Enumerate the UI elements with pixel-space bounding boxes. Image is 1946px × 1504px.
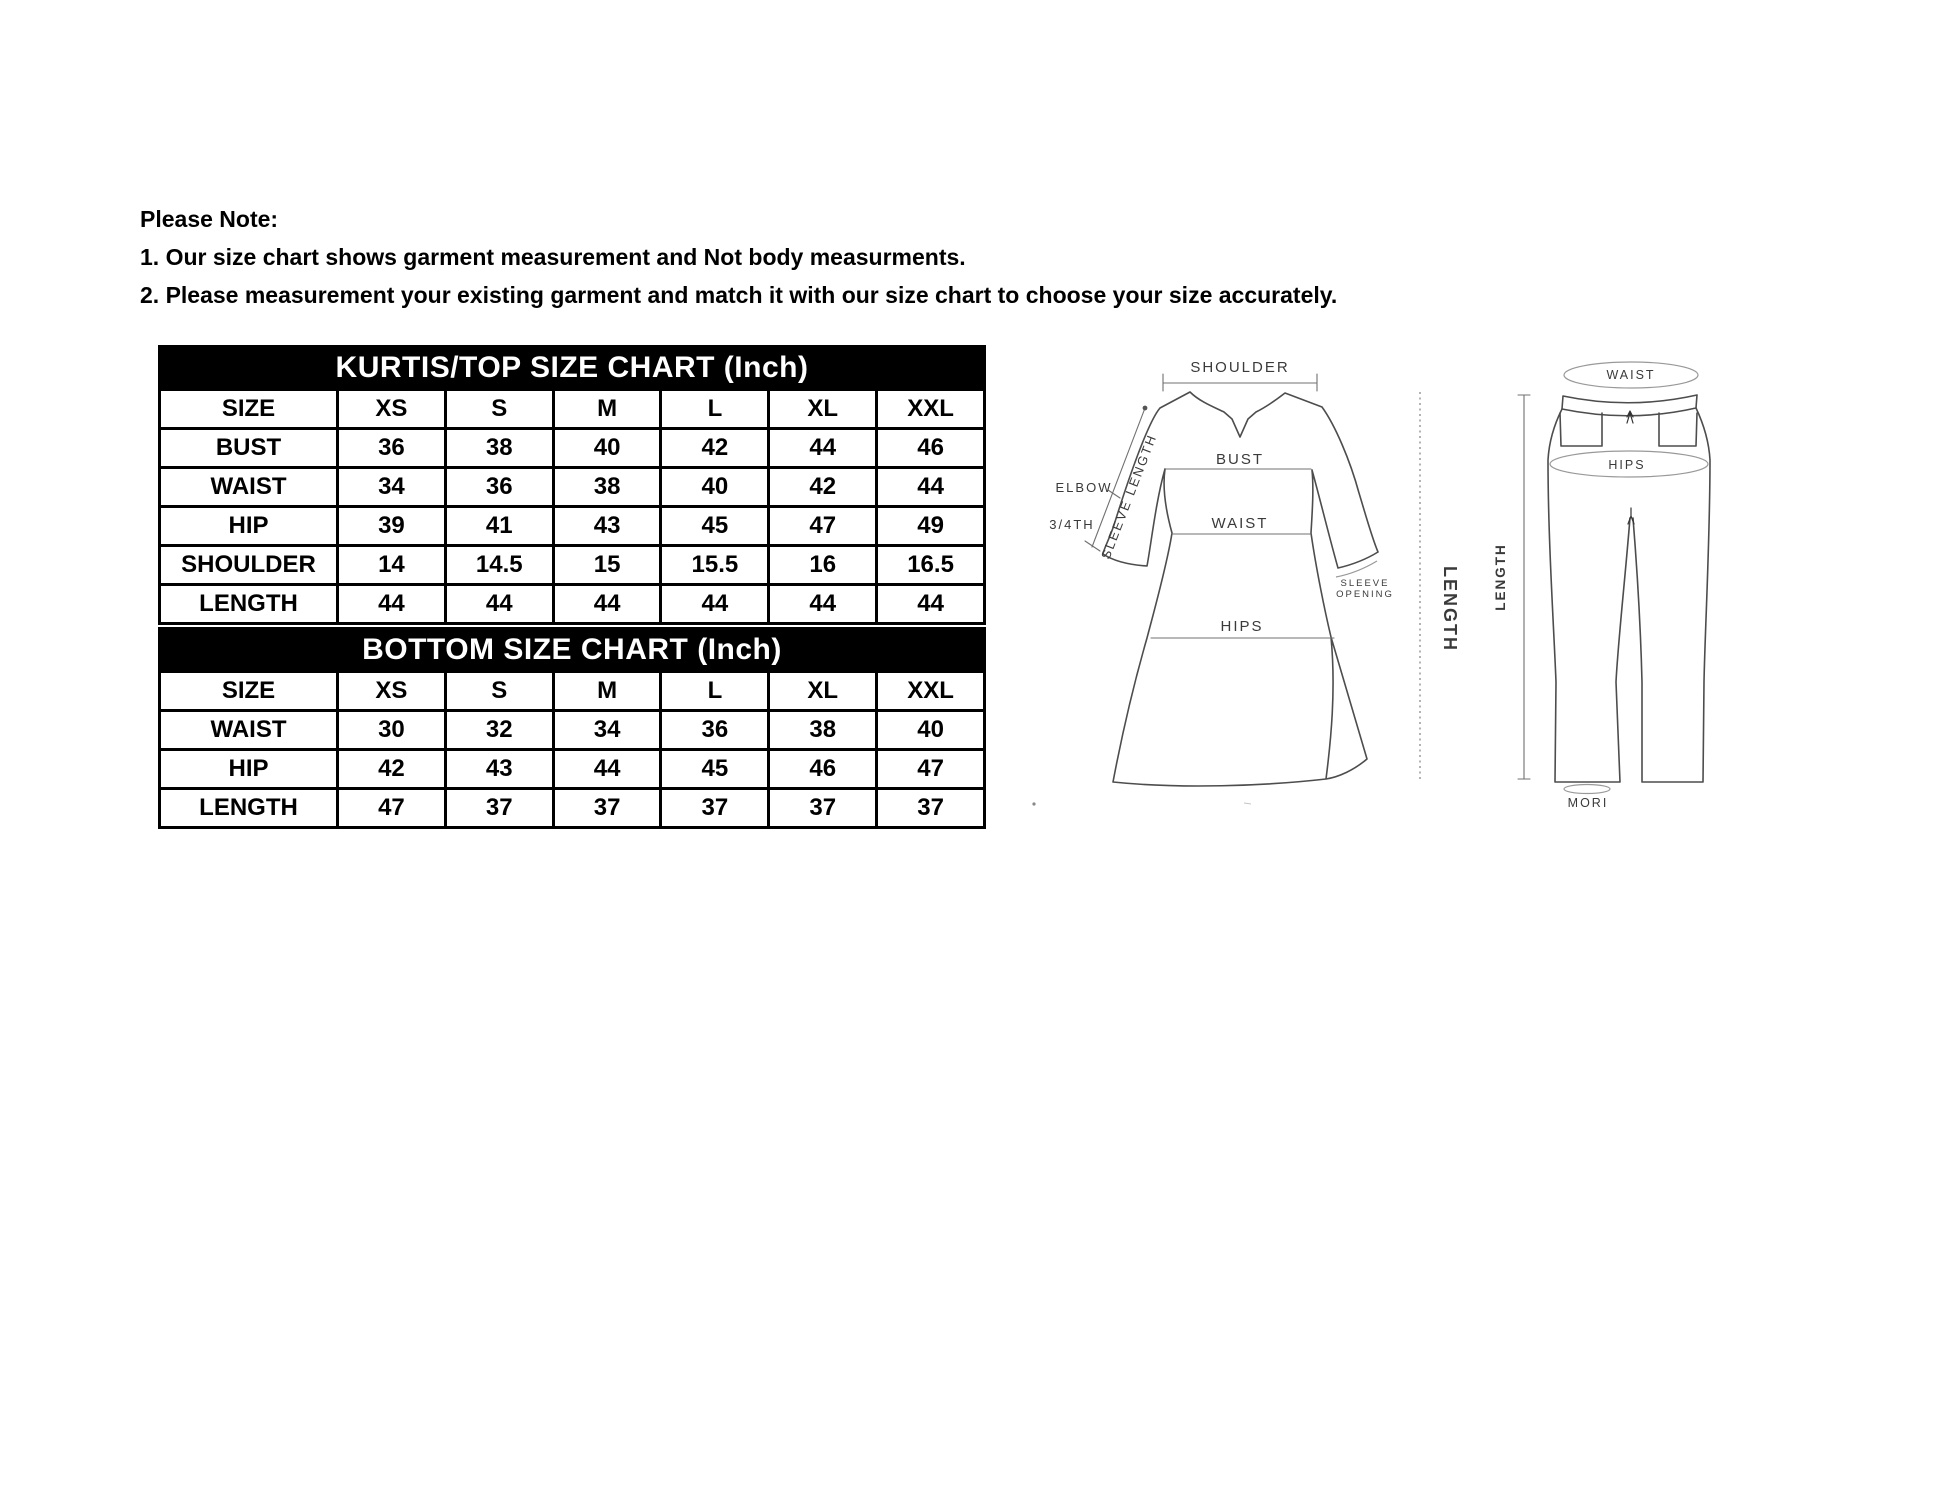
pants-length-line	[1518, 395, 1530, 779]
pants-hips-label: HIPS	[1608, 458, 1646, 472]
table-cell: 38	[553, 468, 661, 507]
column-header-xl: XL	[769, 390, 877, 429]
row-label: HIP	[160, 750, 338, 789]
mori-ellipse	[1564, 785, 1610, 794]
note-line-1: 1. Our size chart shows garment measurement and Not body measurments.	[140, 244, 966, 270]
table-cell: 44	[769, 585, 877, 624]
table-cell: 44	[553, 585, 661, 624]
crotch-mark	[1628, 508, 1634, 524]
table-cell: 45	[661, 507, 769, 546]
table-cell: 38	[769, 711, 877, 750]
sleeve-length-label: SLEEVE LENGTH	[1097, 431, 1160, 562]
row-label: SHOULDER	[160, 546, 338, 585]
kurti-hips-label: HIPS	[1220, 618, 1264, 635]
kurti-bust-label: BUST	[1215, 451, 1265, 468]
table-cell: 39	[338, 507, 446, 546]
pants-length-label: LENGTH	[1493, 543, 1508, 611]
table-cell: 44	[769, 429, 877, 468]
sleeve-opening-label-line2: OPENING	[1336, 589, 1394, 600]
sleeve-length-arrow-dot	[1143, 406, 1148, 411]
table-cell: 42	[338, 750, 446, 789]
table-header-row	[160, 390, 985, 429]
table-cell: 16	[769, 546, 877, 585]
table-cell: 44	[877, 585, 985, 624]
table-row	[160, 546, 985, 585]
table-cell: 46	[769, 750, 877, 789]
table-cell: 15	[553, 546, 661, 585]
table-cell: 36	[445, 468, 553, 507]
column-header-m: M	[553, 672, 661, 711]
table-cell: 36	[338, 429, 446, 468]
table-cell: 42	[661, 429, 769, 468]
table-header-row	[160, 672, 985, 711]
shoulder-measure-line	[1163, 374, 1317, 391]
column-header-xs: XS	[338, 672, 446, 711]
scan-speck	[1244, 803, 1251, 804]
table-cell: 40	[553, 429, 661, 468]
table-cell: 44	[553, 750, 661, 789]
note-line-2: 2. Please measurement your existing garment and match it with our size chart to choose your size accurately.	[140, 282, 1338, 308]
row-label: LENGTH	[160, 585, 338, 624]
table-cell: 40	[661, 468, 769, 507]
table-cell: 44	[445, 585, 553, 624]
table-cell: 14	[338, 546, 446, 585]
table-cell: 15.5	[661, 546, 769, 585]
table-cell: 37	[661, 789, 769, 828]
drawstring	[1627, 411, 1633, 423]
pants-waist-label: WAIST	[1606, 368, 1656, 382]
table-row	[160, 468, 985, 507]
scan-speck	[1032, 802, 1035, 805]
table-cell: 30	[338, 711, 446, 750]
table-row	[160, 585, 985, 624]
table-cell: 47	[877, 750, 985, 789]
table-cell: 14.5	[445, 546, 553, 585]
table-title: BOTTOM SIZE CHART (Inch)	[160, 629, 985, 672]
table-cell: 45	[661, 750, 769, 789]
column-header-size: SIZE	[160, 390, 338, 429]
table-cell: 41	[445, 507, 553, 546]
table-row	[160, 789, 985, 828]
kurtis-top-size-chart-table	[158, 345, 986, 625]
row-label: BUST	[160, 429, 338, 468]
table-cell: 43	[553, 507, 661, 546]
kurti-waist-label: WAIST	[1211, 515, 1269, 532]
kurti-diagram	[1020, 330, 1470, 820]
column-header-xxl: XXL	[877, 672, 985, 711]
column-header-l: L	[661, 672, 769, 711]
row-label: LENGTH	[160, 789, 338, 828]
table-cell: 47	[769, 507, 877, 546]
table-cell: 36	[661, 711, 769, 750]
column-header-xs: XS	[338, 390, 446, 429]
three-fourth-label: 3/4TH	[1049, 517, 1095, 532]
table-cell: 49	[877, 507, 985, 546]
table-cell: 34	[338, 468, 446, 507]
table-cell: 37	[769, 789, 877, 828]
left-pocket	[1560, 413, 1602, 446]
row-label: HIP	[160, 507, 338, 546]
kurti-length-label: LENGTH	[1440, 566, 1460, 652]
table-cell: 44	[661, 585, 769, 624]
sleeve-opening-label-line1: SLEEVE	[1340, 578, 1390, 589]
column-header-m: M	[553, 390, 661, 429]
column-header-s: S	[445, 672, 553, 711]
table-cell: 47	[338, 789, 446, 828]
table-cell: 16.5	[877, 546, 985, 585]
table-cell: 40	[877, 711, 985, 750]
table-cell: 44	[877, 468, 985, 507]
column-header-xl: XL	[769, 672, 877, 711]
table-cell: 34	[553, 711, 661, 750]
table-title: KURTIS/TOP SIZE CHART (Inch)	[160, 347, 985, 390]
column-header-xxl: XXL	[877, 390, 985, 429]
row-label: WAIST	[160, 711, 338, 750]
column-header-s: S	[445, 390, 553, 429]
column-header-l: L	[661, 390, 769, 429]
table-row	[160, 507, 985, 546]
table-cell: 37	[877, 789, 985, 828]
table-cell: 46	[877, 429, 985, 468]
kurti-shoulder-label: SHOULDER	[1190, 359, 1290, 376]
notes-block	[140, 200, 1337, 314]
table-row	[160, 429, 985, 468]
table-cell: 44	[338, 585, 446, 624]
table-cell: 37	[553, 789, 661, 828]
elbow-label: ELBOW	[1055, 480, 1113, 495]
notes-title: Please Note:	[140, 206, 279, 232]
bottom-size-chart-table	[158, 627, 986, 829]
table-row	[160, 750, 985, 789]
table-cell: 37	[445, 789, 553, 828]
table-row	[160, 711, 985, 750]
table-cell: 32	[445, 711, 553, 750]
mori-label: MORI	[1567, 796, 1609, 810]
right-pocket	[1659, 413, 1697, 446]
column-header-size: SIZE	[160, 672, 338, 711]
sleeve-opening-arc	[1336, 561, 1377, 577]
table-cell: 38	[445, 429, 553, 468]
table-cell: 42	[769, 468, 877, 507]
row-label: WAIST	[160, 468, 338, 507]
table-cell: 43	[445, 750, 553, 789]
pants-diagram	[1470, 330, 1800, 830]
